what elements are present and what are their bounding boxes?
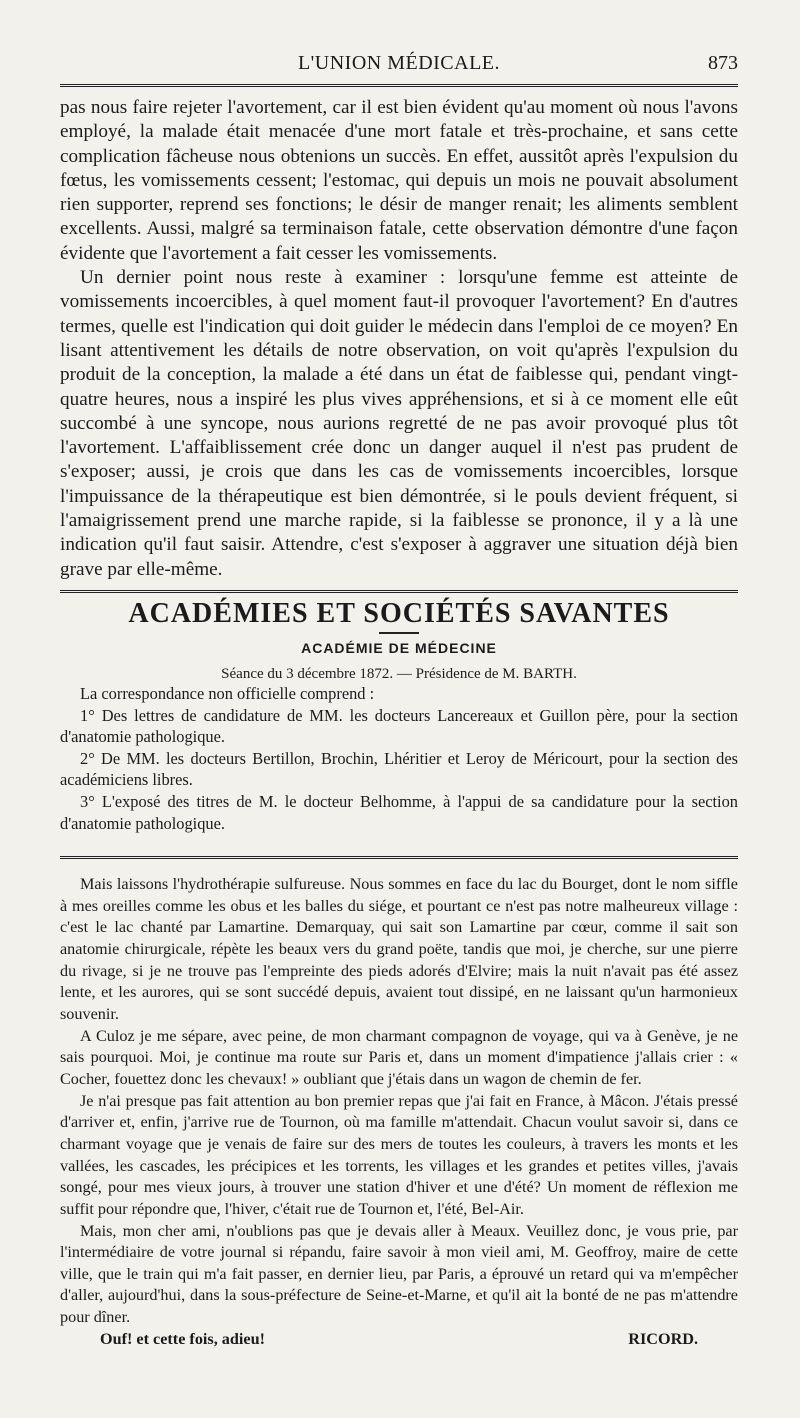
paragraph: pas nous faire rejeter l'avortement, car il est bien évident qu'au moment où nous l'avons employé, la malade était menacée d'une mort fatale et très-prochaine, et sans cette complication fâcheuse nous obtenions un succès. En effet, aussitôt après l'expulsion du fœtus, les vomissements cessent; l'estomac, qui depuis un mois ne pouvait absolument rien supporter, reprend ses fonctions; le désir de manger renait; les aliments semblent excellents. Aussi, malgré sa terminaison fatale, cette observation démontre d'une façon évidente que l'avortement a fait cesser les vomissements.	[60, 97, 738, 264]
feuilleton	[60, 874, 738, 1350]
correspondence-item: 1° Des lettres de candidature de MM. les docteurs Lancereaux et Guillon père, pour la section d'anatomie pathologique.	[60, 705, 738, 747]
running-title: L'UNION MÉDICALE.	[297, 52, 501, 74]
correspondence-intro: La correspondance non officielle comprend :	[80, 684, 375, 703]
signoff	[60, 1329, 738, 1351]
signature: RICORD.	[628, 1329, 698, 1348]
seance-line: Séance du 3 décembre 1872. — Présidence de M. BARTH.	[221, 666, 577, 682]
page-number: 873	[708, 52, 738, 74]
paragraph: Je n'ai presque pas fait attention au bon premier repas que j'ai fait en France, à Mâcon. J'étais pressé d'arriver et, enfin, j'arrive rue de Tournon, où ma famille m'attendait. Chacun voulut savoir si, dans ce charmant voyage que je venais de faire sur des mers de toutes les couleurs, à travers les monts et les vallées, les cascades, les précipices et les torrents, les villages et les grandes et petites villes, j'avais songé, pour mes vieux jours, à trouver une station d'hiver et une d'été? Un moment de réflexion me suffit pour répondre que, l'hiver, c'était rue de Tournon et, l'été, Bel-Air.	[60, 1091, 738, 1218]
correspondence-item: 2° De MM. les docteurs Bertillon, Brochin, Lhéritier et Leroy de Méricourt, pour la section des académiciens libres.	[60, 748, 738, 790]
subsection-title: ACADÉMIE DE MÉDECINE	[301, 640, 497, 656]
paragraph: Mais, mon cher ami, n'oublions pas que je devais aller à Meaux. Veuillez donc, je vous prie, par l'intermédiaire de votre journal si répandu, faire savoir à mon vieil ami, M. Geoffroy, maire de cette ville, que le train qui m'a fait passer, en dernier lieu, par Paris, a éprouvé un retard qui va m'empêcher d'aller, aujourd'hui, dans la sous-préfecture de Seine-et-Marne, et qu'il ait la bonté de ne pas m'attendre pour dîner.	[60, 1221, 738, 1327]
paragraph: Mais laissons l'hydrothérapie sulfureuse. Nous sommes en face du lac du Bourget, dont le nom siffle à mes oreilles comme les obus et les balles du siége, et pourtant ce n'est pas notre malheureux village : c'est le lac chanté par Lamartine. Demarquay, qui sait son Lamartine par cœur, comme il sait son anatomie chirurgicale, répète les beaux vers du grand poëte, tandis que moi, je cherche, sur une pierre du rivage, si je ne trouve pas l'empreinte des pieds adorés d'Elvire; mais la nuit n'avait pas été assez lente, et les aurores, qui se sont succédé depuis, avaient tout dissipé, en ne laissant qu'un harmonieux souvenir.	[60, 875, 738, 1023]
header-rule	[60, 84, 738, 87]
paragraph: A Culoz je me sépare, avec peine, de mon charmant compagnon de voyage, qui va à Genève, je ne sais pourquoi. Moi, je continue ma route sur Paris et, dans un moment d'impatience j'allais crier : « Cocher, fouettez donc les chevaux! » oubliant que j'étais dans un wagon de chemin de fer.	[60, 1026, 738, 1088]
feuilleton-divider	[60, 856, 738, 859]
page-header	[60, 50, 738, 82]
academie-section	[60, 598, 738, 834]
paragraph: Un dernier point nous reste à examiner : lorsqu'une femme est atteinte de vomissements incoercibles, à quel moment faut-il provoquer l'avortement? En d'autres termes, quelle est l'indication qui doit guider le médecin dans l'emploi de ce moyen? En lisant attentivement les détails de notre observation, on voit qu'après l'expulsion du produit de la conception, la malade a été dans un état de faiblesse qui, pendant vingt-quatre heures, nous a inspiré les plus vives appréhensions, et si à ce moment elle eût succombé à une syncope, nous aurions regretté de ne pas avoir provoqué plus tôt l'avortement. L'affaiblissement crée donc un danger auquel il n'est pas prudent de s'exposer; aussi, je crois que dans les cas de vomissements incoercibles, lorsque l'impuissance de la thérapeutique est bien démontrée, si le pouls devient fréquent, si l'amaigrissement prend une marche rapide, si la faiblesse se prononce, il y a là une indication qu'il faut saisir. Attendre, c'est s'exposer à aggraver une situation déjà bien grave par elle-même.	[60, 267, 738, 580]
correspondence-item: 3° L'exposé des titres de M. le docteur Belhomme, à l'appui de sa candidature pour la section d'anatomie pathologique.	[60, 791, 738, 833]
section-divider	[60, 590, 738, 593]
section-title: ACADÉMIES ET SOCIÉTÉS SAVANTES	[128, 598, 670, 629]
closing-line: Ouf! et cette fois, adieu!	[100, 1329, 265, 1348]
title-ornament-rule	[379, 632, 419, 634]
article-continuation	[60, 96, 738, 582]
